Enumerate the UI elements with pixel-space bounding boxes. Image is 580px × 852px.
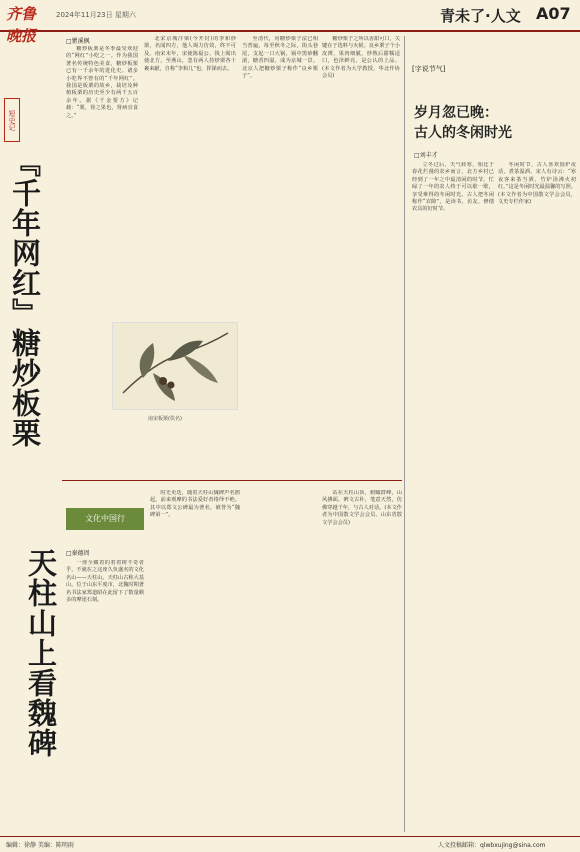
page-number: A07 [536,4,571,23]
section-title: 青未了·人文 [440,7,521,25]
painting-caption: 南宋板栗(佚名) [148,416,182,422]
article2-paragraph-2: 时光更迭，随着天柱山魏碑声名鹊起，前来观摩的书法爱好者络绎不绝。其中以郑文公碑最为著名，被誉为“魏碑第一”。 [150,490,240,519]
article1-column-3 [242,36,318,318]
article1-author: □瞿溪枫 [66,38,90,45]
article1-column-2 [144,36,236,318]
article3-column-2 [498,162,576,826]
article1-paragraph-2: 北宋京城汴梁(今开封)的李和炒栗，名闻四方，他人竭力仿效，终不可及。南宋末年，宋使陈福公、钱上阁出使北方，至燕山，忽有两人持炒栗各十裹来献，自称“李和儿”也，挥涕而去。 [144,36,236,72]
culture-banner-label: 文化中国行 [85,514,125,523]
culture-banner [66,508,144,530]
article3-title-line1: 岁月忽已晚： [414,105,498,121]
article3-author: □刘丰才 [414,152,438,159]
article1-title: 『千年网红』糖炒板栗 [8,148,42,448]
article2-title: 天柱山上看魏碑 [24,548,58,758]
article2-column-1 [66,560,144,826]
newspaper-logo: 齐鲁晚报 [6,5,37,45]
article2-paragraph-3: 站在天柱山顶，俯瞰群峰，山风拂面，碑文古朴，笔意天然，仿佛穿越千年，与古人对话。(本文作者为中国散文学会会员、山东省散文学会会员) [322,490,402,526]
article1-column-tag: 短史记 [4,98,20,142]
article3-paragraph-2: 冬闲时节，古人喜欢围炉夜话，煮茶温酒。宋人有诗云：“寒夜客来茶当酒，竹炉汤沸火初红。”这是冬闲时光最温馨的写照。(本文作者为中国散文学会会员，文史专栏作家) [498,162,576,206]
article2-column-3 [322,490,402,826]
article1-column-1 [66,46,138,316]
article3-paragraph-1: 立冬过后，天气转寒，相比于春花烂漫的农乡而言，北方乡村已经到了一年之中最清闲的时节。忙碌了一年的农人终于可以歇一歇，享受难得的冬闲时光。古人把冬闲称作“农隙”，是读书、访友、修缮农具的好时节。 [412,162,494,213]
article2-column-2 [150,490,240,826]
column-divider [404,36,405,832]
issue-date: 2024年11月23日 星期六 [56,11,136,19]
article3-title-line2: 古人的冬闲时光 [414,125,512,141]
article1-paragraph-1: 糖炒板栗是冬季最受欢迎的“网红”小吃之一。作为我国著名传统特色美食，糖炒板栗已有一千余年的进化史。诸多小吃界不曾有的“千年网红”。我国是板栗的故乡，栽培及种植板栗的历史至少有两千五百余年。据《千金要方》记载：“栗，肾之果也，肾病宜食之。” [66,46,138,119]
article2-author: □秦德周 [66,550,90,557]
submission-email: 人文投稿邮箱：qlwbxujing@sina.com [438,842,546,849]
article1-column-4 [322,36,400,318]
chestnut-painting-icon [113,323,237,409]
article3-column-tag: [字说节气] [412,65,446,73]
divider-line [62,480,402,481]
article2-paragraph-1: 一座全藏着的着着树不奇者乎，不就在之这座久负盛名的文化名山——天柱山。天柱山古称大基山，位于山东平度市，北魏时期著名书法家郑道昭在此留下了数量颇多的摩崖石刻。 [66,560,144,604]
article1-paragraph-4: 糖炒栗子之所以香甜可口，关键在于选料与火候。良乡栗子个小皮薄，果肉细腻，炒熟后甜糯适口，色泽鲜亮，是公认的上品。(本文作者为大学教授，华北作协会员) [322,36,400,80]
editor-credits: 编辑：徐静 美编：陈明雨 [6,842,74,849]
article3-column-1 [412,162,494,826]
chestnut-painting-image [112,322,238,410]
article1-paragraph-3: 至清代，用糖炒栗子法已相当普遍。每至秋冬之际，街头巷尾，支起一口大锅，锅中黑砂翻滚，糖香四溢，成为京城一景。北京人把糖炒栗子称作“良乡栗子”。 [242,36,318,80]
